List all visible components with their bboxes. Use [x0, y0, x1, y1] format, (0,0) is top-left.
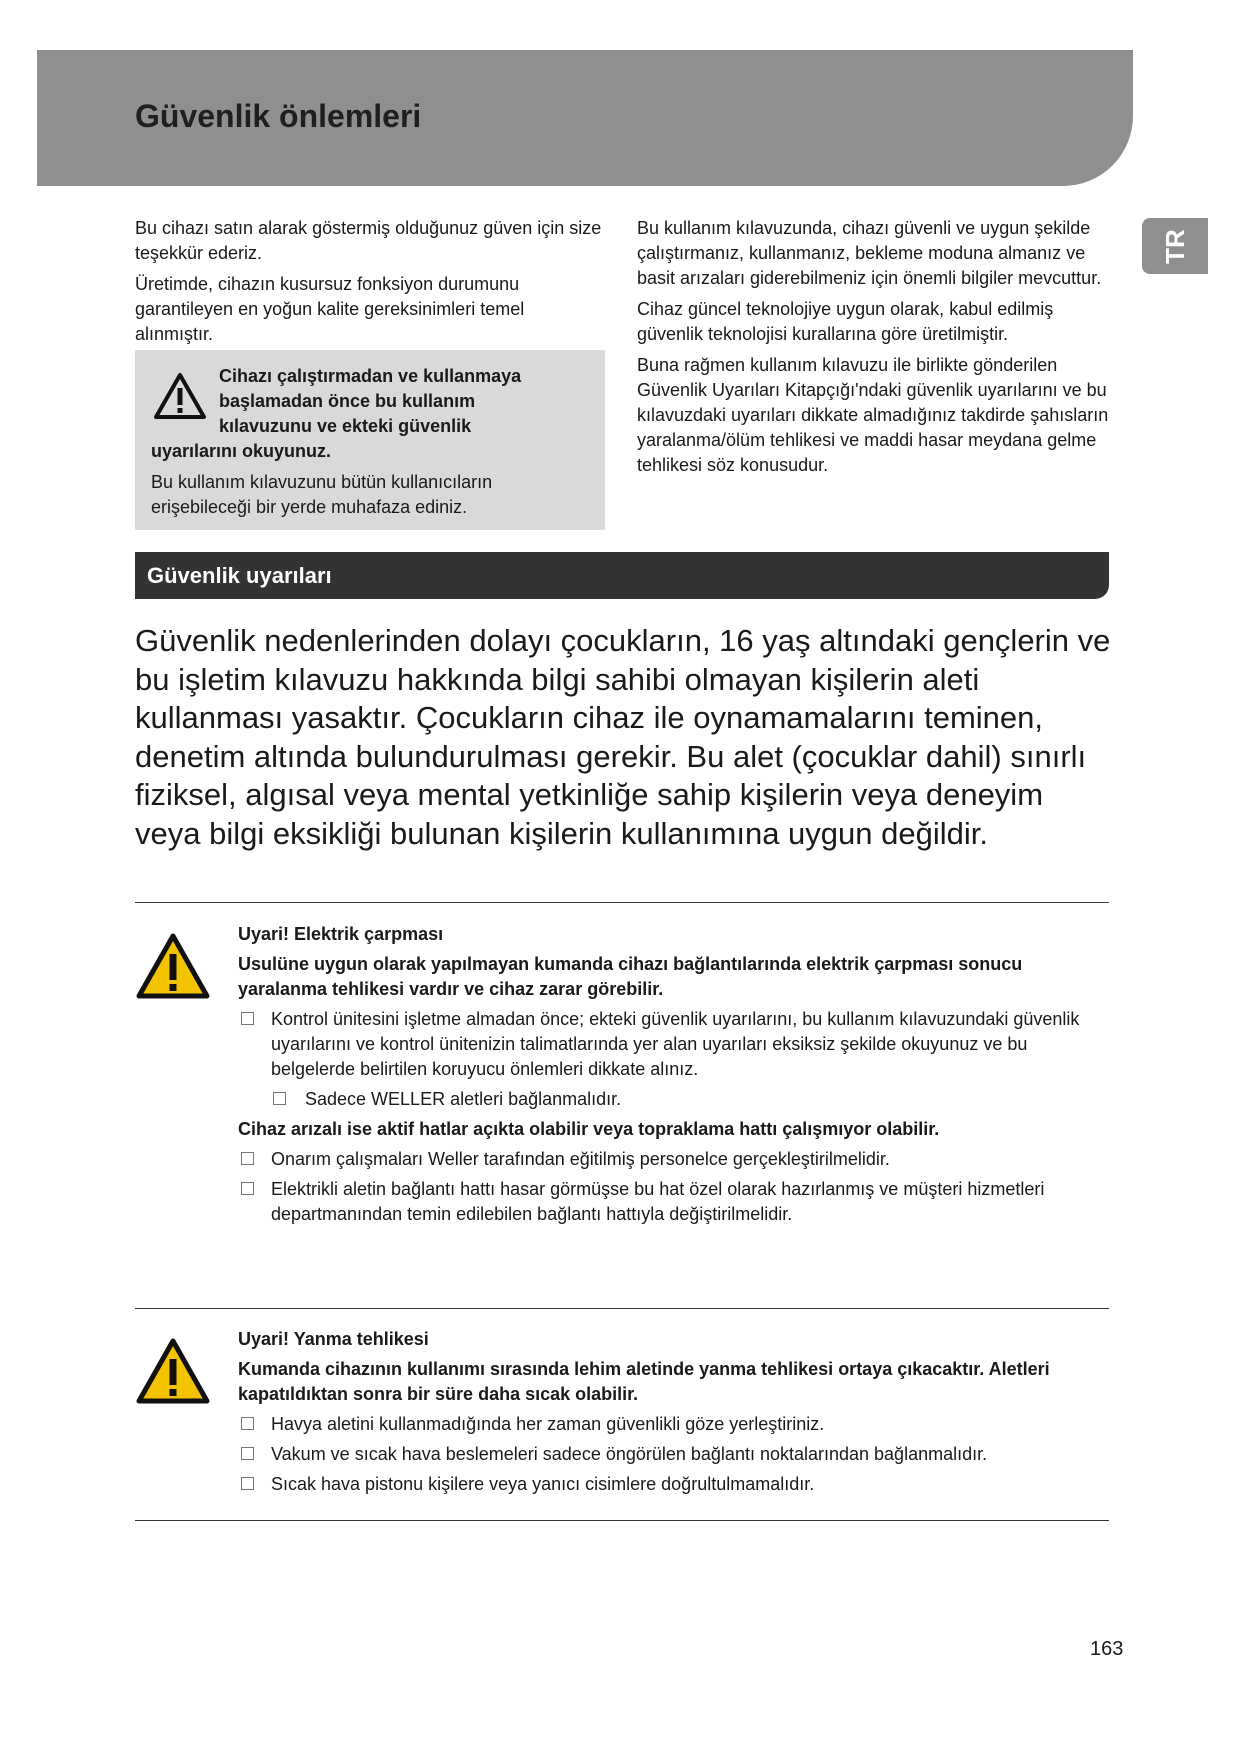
warning-burn-bold: Kumanda cihazının kullanımı sırasında lehim aletinde yanma tehlikesi ortaya çıkacaktır. Aletleri kapatıldıktan sonra bir süre daha sıcak olabilir. — [238, 1359, 1050, 1404]
warning-triangle-icon — [135, 932, 211, 1000]
warning-electric-content — [238, 922, 1108, 1232]
notice-bold-line-3: kılavuzunu ve ekteki güvenlik — [219, 416, 472, 436]
divider — [135, 902, 1109, 903]
language-tab-label: TR — [1159, 228, 1190, 264]
checkbox-bullet-icon — [241, 1012, 254, 1025]
warning-electric-bold: Usulüne uygun olarak yapılmayan kumanda cihazı bağlantılarında elektrik çarpması sonucu yaralanma tehlikesi vardır ve cihaz zarar görebilir. — [238, 954, 1023, 999]
checkbox-bullet-icon — [241, 1417, 254, 1430]
notice-text: Bu kullanım kılavuzunu bütün kullanıcıların erişebileceği bir yerde muhafaza ediniz. — [151, 472, 493, 517]
page-title: Güvenlik önlemleri — [135, 98, 422, 134]
warning-burn-content — [238, 1327, 1108, 1502]
divider — [135, 1308, 1109, 1309]
warning-electric-title: Uyari! Elektrik çarpması — [238, 924, 444, 944]
list-item: Onarım çalışmaları Weller tarafından eğitilmiş personelce gerçekleştirilmelidir. — [238, 1147, 1108, 1172]
intro-left-paragraph-1: Bu cihazı satın alarak göstermiş olduğunuz güven için size teşekkür ederiz. — [135, 218, 602, 263]
divider — [135, 1520, 1109, 1521]
section-title-bar: Güvenlik uyarıları — [135, 552, 1109, 599]
checkbox-bullet-icon — [273, 1092, 286, 1105]
intro-right-column — [637, 216, 1112, 484]
read-manual-notice — [135, 350, 605, 530]
list-item: Havya aletini kullanmadığında her zaman güvenlikli göze yerleştiriniz. — [238, 1412, 1108, 1437]
intro-left-column — [135, 216, 605, 353]
intro-right-paragraph-2: Cihaz güncel teknolojiye uygun olarak, kabul edilmiş güvenlik teknolojisi kurallarına göre üretilmiştir. — [637, 299, 1054, 344]
intro-right-paragraph-3: Buna rağmen kullanım kılavuzu ile birlikte gönderilen Güvenlik Uyarıları Kitapçığı'ndaki güvenlik uyarılarını ve bu kılavuzdaki uyarıları dikkate almadığınız takdirde şahısların yaralanma/ölüm tehlikesi ve maddi hasar meydana gelme tehlikesi söz konusudur. — [637, 355, 1109, 475]
checkbox-bullet-icon — [241, 1477, 254, 1490]
language-tab — [1142, 218, 1208, 274]
notice-bold-text — [151, 364, 571, 464]
list-item: Kontrol ünitesini işletme almadan önce; ekteki güvenlik uyarılarını, bu kullanım kılavuzundaki güvenlik uyarılarını ve kontrol ünitenizin talimatlarında yer alan uyarıları eksiksiz şekilde okuyunuz ve bu belgelerde belirtilen koruyucu önlemleri dikkate alınız. — [238, 1007, 1108, 1082]
main-safety-statement: Güvenlik nedenlerinden dolayı çocukların, 16 yaş altındaki gençlerin ve bu işletim kılavuzu hakkında bilgi sahibi olmayan kişilerin aleti kullanması yasaktır. Çocukların cihaz ile oynamamalarını teminen, denetim altında bulundurulması gerekir. Bu alet (çocuklar dahil) sınırlı fiziksel, algısal veya mental yetkinliğe sahip kişilerin veya deneyim veya bilgi eksikliği bulunan kişilerin kullanımına uygun değildir. — [135, 623, 1111, 851]
list-item: Vakum ve sıcak hava beslemeleri sadece öngörülen bağlantı noktalarından bağlanmalıdır. — [238, 1442, 1108, 1467]
checkbox-bullet-icon — [241, 1447, 254, 1460]
notice-bold-line-1: Cihazı çalıştırmadan ve kullanmaya — [219, 366, 522, 386]
notice-bold-line-2: başlamadan önce bu kullanım — [219, 391, 476, 411]
intro-right-paragraph-1: Bu kullanım kılavuzunda, cihazı güvenli ve uygun şekilde çalıştırmanız, kullanmanız, bekleme moduna almanız ve basit arızaları giderebilmeniz için önemli bilgiler mevcuttur. — [637, 218, 1102, 288]
page-number: 163 — [1090, 1638, 1124, 1660]
warning-electric-bold-2: Cihaz arızalı ise aktif hatlar açıkta olabilir veya topraklama hattı çalışmıyor olabilir. — [238, 1119, 940, 1139]
checkbox-bullet-icon — [241, 1152, 254, 1165]
list-item: Sıcak hava pistonu kişilere veya yanıcı cisimlere doğrultulmamalıdır. — [238, 1472, 1108, 1497]
warning-triangle-icon — [135, 1337, 211, 1405]
checkbox-bullet-icon — [241, 1182, 254, 1195]
warning-burn-title: Uyari! Yanma tehlikesi — [238, 1329, 429, 1349]
list-item: Elektrikli aletin bağlantı hattı hasar görmüşse bu hat özel olarak hazırlanmış ve müşteri hizmetleri departmanından temin edilebilen bağlantı hattıyla değiştirilmelidir. — [238, 1177, 1108, 1227]
intro-left-paragraph-2: Üretimde, cihazın kusursuz fonksiyon durumunu garantileyen en yoğun kalite gereksinimleri temel alınmıştır. — [135, 274, 525, 344]
list-item: Sadece WELLER aletleri bağlanmalıdır. — [238, 1087, 1108, 1112]
notice-bold-line-4: uyarılarını okuyunuz. — [151, 441, 332, 461]
